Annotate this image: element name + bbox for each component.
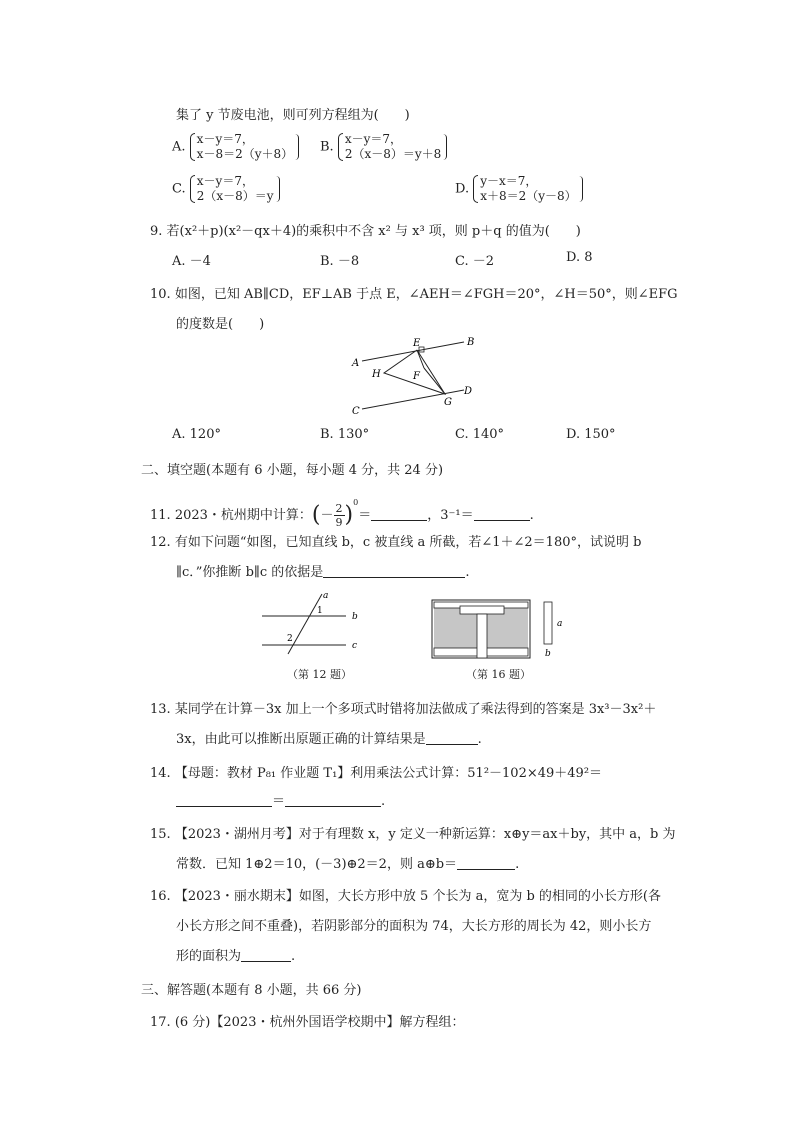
q9-stem	[150, 220, 581, 239]
q11-minus: －	[320, 508, 334, 523]
q13-text-1: 某同学在计算－3x 加上一个多项式时错将加法做成了乘法得到的答案是 3x³－3x²＋	[174, 702, 657, 717]
q10-text-1: 如图，已知 AB∥CD，EF⊥AB 于点 E，∠AEH＝∠FGH＝20°，∠H＝50°，则∠EFG	[174, 287, 678, 302]
q16-stem-line2: 小长方形之间不重叠)，若阴影部分的面积为 74，大长方形的周长为 42，则小长方	[176, 919, 652, 934]
q11-left-paren: (	[311, 502, 321, 528]
q8-a-eq2: x－8＝2（y＋8）	[196, 147, 294, 161]
q11-blank-1[interactable]	[371, 506, 427, 521]
q8-b-eq1: x－y＝7，	[344, 132, 403, 146]
label-E: E	[413, 338, 421, 349]
q12-stem-line2	[176, 561, 469, 580]
small-rect-vertical	[477, 614, 487, 658]
label-a-side: a	[557, 619, 563, 629]
q11-fraction	[334, 502, 345, 529]
q10-figure	[340, 334, 490, 418]
q16-stem-line1	[150, 885, 661, 904]
q10-option-b: B. 130°	[320, 427, 370, 442]
q8-option-c-system	[190, 174, 274, 204]
q17-number: 17.	[150, 1015, 171, 1030]
q12-end: .	[465, 565, 470, 580]
q16-caption: （第 16 题）	[466, 668, 531, 681]
q15-end: .	[515, 857, 520, 872]
q11-mid: ，3⁻¹＝	[427, 508, 474, 523]
label-D: D	[464, 386, 473, 397]
label-F: F	[413, 371, 420, 382]
q12-blank[interactable]	[323, 563, 465, 578]
q11-frac-den: 9	[335, 516, 343, 529]
q17-stem	[150, 1011, 464, 1030]
label-a: a	[323, 591, 329, 601]
angle-2-label: 2	[287, 634, 293, 644]
q11-blank-2[interactable]	[474, 506, 530, 521]
label-c: c	[352, 641, 358, 651]
label-b: b	[352, 612, 358, 622]
q13-blank[interactable]	[426, 730, 478, 745]
q8-b-eq2: 2（x－8）＝y＋8	[344, 147, 442, 161]
q9-text: 若(x²＋p)(x²－qx＋4)的乘积中不含 x² 与 x³ 项，则 p＋q 的值为( )	[166, 224, 581, 239]
q10-option-c: C. 140°	[455, 427, 505, 442]
q16-figure	[430, 596, 570, 662]
label-C: C	[352, 406, 360, 417]
q17-text: (6 分)【2023・杭州外国语学校期中】解方程组：	[174, 1015, 465, 1030]
q8-option-c-label: C.	[172, 181, 186, 197]
q8-c-eq2: 2（x－8）＝y	[196, 189, 274, 203]
q14-number: 14.	[150, 766, 171, 781]
q8-option-b-label: B.	[320, 139, 334, 155]
q12-text-2: ∥c．”你推断 b∥c 的依据是	[176, 565, 324, 580]
q16-end: .	[291, 949, 296, 964]
q11-end: .	[529, 508, 534, 523]
q14-text-1: 【母题：教材 P₈₁ 作业题 T₁】利用乘法公式计算：51²－102×49＋49²＝	[174, 766, 603, 781]
q13-end: .	[477, 732, 482, 747]
q8-option-b-system	[338, 132, 441, 162]
label-G: G	[444, 397, 452, 408]
q10-number: 10.	[150, 287, 171, 302]
q15-text-2: 常数．已知 1⊕2＝10，(－3)⊕2＝2，则 a⊕b＝	[176, 857, 458, 872]
q8-a-eq1: x－y＝7，	[196, 132, 254, 146]
q15-stem-line1	[150, 823, 676, 842]
q15-text-1: 【2023・湖州月考】对于有理数 x，y 定义一种新运算：x⊕y＝ax＋by，其中 a，b 为	[174, 827, 676, 842]
small-rect-horizontal	[460, 606, 504, 614]
q8-option-d-label: D.	[455, 181, 470, 197]
q16-text-1: 【2023・丽水期末】如图，大长方形中放 5 个长为 a，宽为 b 的相同的小长方形(各	[174, 889, 661, 904]
q15-number: 15.	[150, 827, 171, 842]
q12-number: 12.	[150, 535, 171, 550]
q11-exponent: 0	[353, 498, 359, 507]
section-2-title: 二、填空题(本题有 6 小题，每小题 4 分，共 24 分)	[141, 463, 444, 478]
q8-d-eq1: y－x＝7，	[480, 174, 538, 188]
q13-number: 13.	[150, 702, 171, 717]
q13-stem-line2	[176, 728, 482, 747]
q8-option-a-label: A.	[172, 139, 186, 155]
section-3-title: 三、解答题(本题有 8 小题，共 66 分)	[141, 983, 362, 998]
q14-blank-2[interactable]	[285, 792, 381, 807]
q10-stem-line2: 的度数是( )	[176, 317, 265, 332]
q8-stem-continued: 集了 y 节废电池，则可列方程组为( )	[176, 108, 410, 123]
q8-option-d-system	[473, 174, 576, 204]
q11-eq: ＝	[358, 508, 372, 523]
q13-stem-line1	[150, 698, 656, 717]
q16-text-3: 形的面积为	[176, 949, 242, 964]
q9-number: 9.	[150, 224, 163, 239]
q10-option-d: D. 150°	[566, 427, 616, 442]
q12-figure	[260, 590, 366, 656]
q16-blank[interactable]	[241, 947, 291, 962]
angle-1-label: 1	[317, 606, 323, 616]
q11-stem	[150, 488, 534, 531]
q16-number: 16.	[150, 889, 171, 904]
q14-stem-line2	[176, 790, 385, 809]
q14-stem-line1	[150, 762, 602, 781]
q12-stem-line1	[150, 531, 641, 550]
label-b-side: b	[545, 649, 551, 659]
q8-option-a-system	[190, 132, 293, 162]
q13-text-2: 3x，由此可以推断出原题正确的计算结果是	[176, 732, 426, 747]
q8-d-eq2: x＋8＝2（y－8）	[480, 189, 577, 203]
q10-option-a: A. 120°	[172, 427, 221, 442]
q11-number: 11.	[150, 508, 171, 523]
q11-right-paren: )	[344, 502, 354, 528]
label-B: B	[467, 337, 475, 348]
q8-option-d	[455, 174, 583, 204]
label-H: H	[372, 369, 381, 380]
q9-option-d: D. 8	[566, 250, 593, 265]
q14-blank-1[interactable]	[176, 792, 272, 807]
q12-text-1: 有如下问题“如图，已知直线 b，c 被直线 a 所截，若∠1＋∠2＝180°，试说明 b	[174, 535, 642, 550]
q14-end: .	[381, 794, 386, 809]
q8-option-a	[172, 132, 299, 162]
q11-frac-num: 2	[335, 502, 343, 515]
sample-small-rect	[544, 602, 552, 644]
label-A: A	[352, 358, 360, 369]
q15-stem-line2	[176, 853, 519, 872]
q11-prefix: 2023・杭州期中计算：	[174, 508, 312, 523]
q14-mid: ＝	[272, 794, 286, 809]
q16-stem-line3	[176, 945, 295, 964]
q9-option-c: C. －2	[455, 254, 495, 269]
q12-caption: （第 12 题）	[287, 668, 352, 681]
q15-blank[interactable]	[457, 855, 515, 870]
q8-c-eq1: x－y＝7，	[196, 174, 254, 188]
q8-option-c	[172, 174, 280, 204]
q10-stem-line1	[150, 283, 678, 302]
q9-option-a: A. －4	[172, 254, 211, 269]
q8-option-b	[320, 132, 447, 162]
q9-option-b: B. －8	[320, 254, 360, 269]
